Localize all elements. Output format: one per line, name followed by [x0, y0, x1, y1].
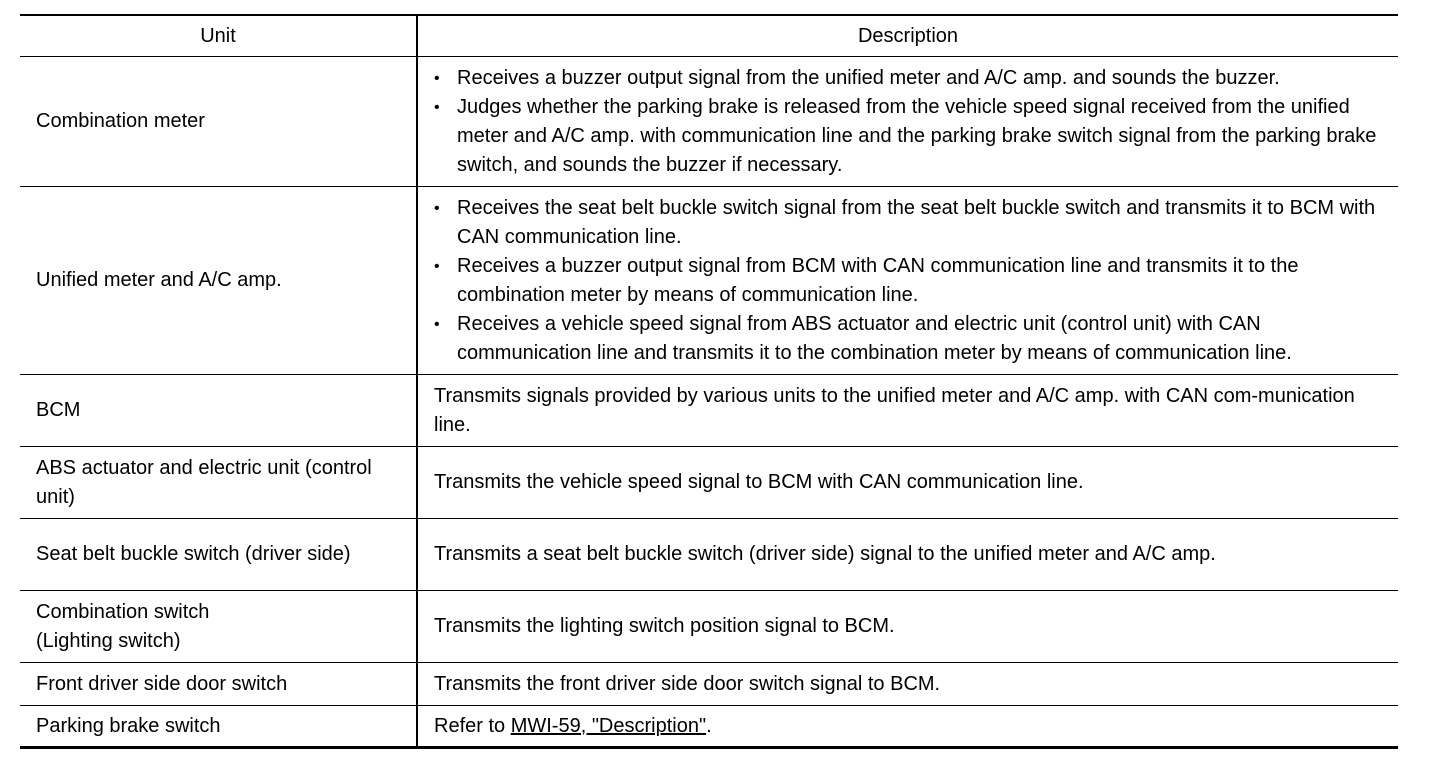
description-cell: Transmits the lighting switch position signal to BCM.: [417, 591, 1398, 663]
unit-cell: Parking brake switch: [20, 706, 417, 748]
description-bullets: [434, 64, 1388, 180]
unit-description-table: [20, 14, 1398, 749]
bullet-item: • Judges whether the parking brake is released from the vehicle speed signal received from the unified meter and A/C amp. with communication line and the parking brake switch signal from the parking brake switch, and sounds the buzzer if necessary.: [434, 93, 1388, 180]
table-row: [20, 447, 1398, 519]
unit-cell: BCM: [20, 375, 417, 447]
table-header-row: [20, 15, 1398, 57]
refer-suffix: .: [706, 714, 712, 737]
header-description: Description: [417, 15, 1398, 57]
description-bullets: [434, 194, 1388, 368]
unit-cell: Seat belt buckle switch (driver side): [20, 519, 417, 591]
unit-line: (Lighting switch): [36, 629, 181, 652]
bullet-item: • Receives a vehicle speed signal from ABS actuator and electric unit (control unit) with CAN communication line and transmits it to the combination meter by means of communication line.: [434, 310, 1388, 368]
table-row: [20, 375, 1398, 447]
table-row: [20, 57, 1398, 187]
table-row: [20, 706, 1398, 748]
table-row: [20, 187, 1398, 375]
description-cell: Transmits a seat belt buckle switch (driver side) signal to the unified meter and A/C amp.: [417, 519, 1398, 591]
table-row: [20, 591, 1398, 663]
bullet-item: • Receives a buzzer output signal from BCM with CAN communication line and transmits it to the combination meter by means of communication line.: [434, 252, 1388, 310]
description-cell: [417, 57, 1398, 187]
unit-cell: Combination meter: [20, 57, 417, 187]
description-cell: Transmits the vehicle speed signal to BCM with CAN communication line.: [417, 447, 1398, 519]
unit-cell: ABS actuator and electric unit (control unit): [20, 447, 417, 519]
unit-cell: [20, 591, 417, 663]
description-cell: Transmits the front driver side door switch signal to BCM.: [417, 663, 1398, 706]
table-row: [20, 519, 1398, 591]
refer-prefix: Refer to: [434, 714, 511, 737]
description-cell: [417, 187, 1398, 375]
description-cell: Transmits signals provided by various units to the unified meter and A/C amp. with CAN com-munication line.: [417, 375, 1398, 447]
unit-line: Combination switch: [36, 600, 210, 623]
bullet-item: • Receives a buzzer output signal from the unified meter and A/C amp. and sounds the buzzer.: [434, 64, 1388, 93]
table-row: [20, 663, 1398, 706]
unit-cell: Unified meter and A/C amp.: [20, 187, 417, 375]
reference-link[interactable]: MWI-59, "Description": [510, 714, 707, 737]
description-cell: [417, 706, 1398, 748]
unit-cell: Front driver side door switch: [20, 663, 417, 706]
bullet-item: • Receives the seat belt buckle switch signal from the seat belt buckle switch and transmits it to BCM with CAN communication line.: [434, 194, 1388, 252]
header-unit: Unit: [20, 15, 417, 57]
